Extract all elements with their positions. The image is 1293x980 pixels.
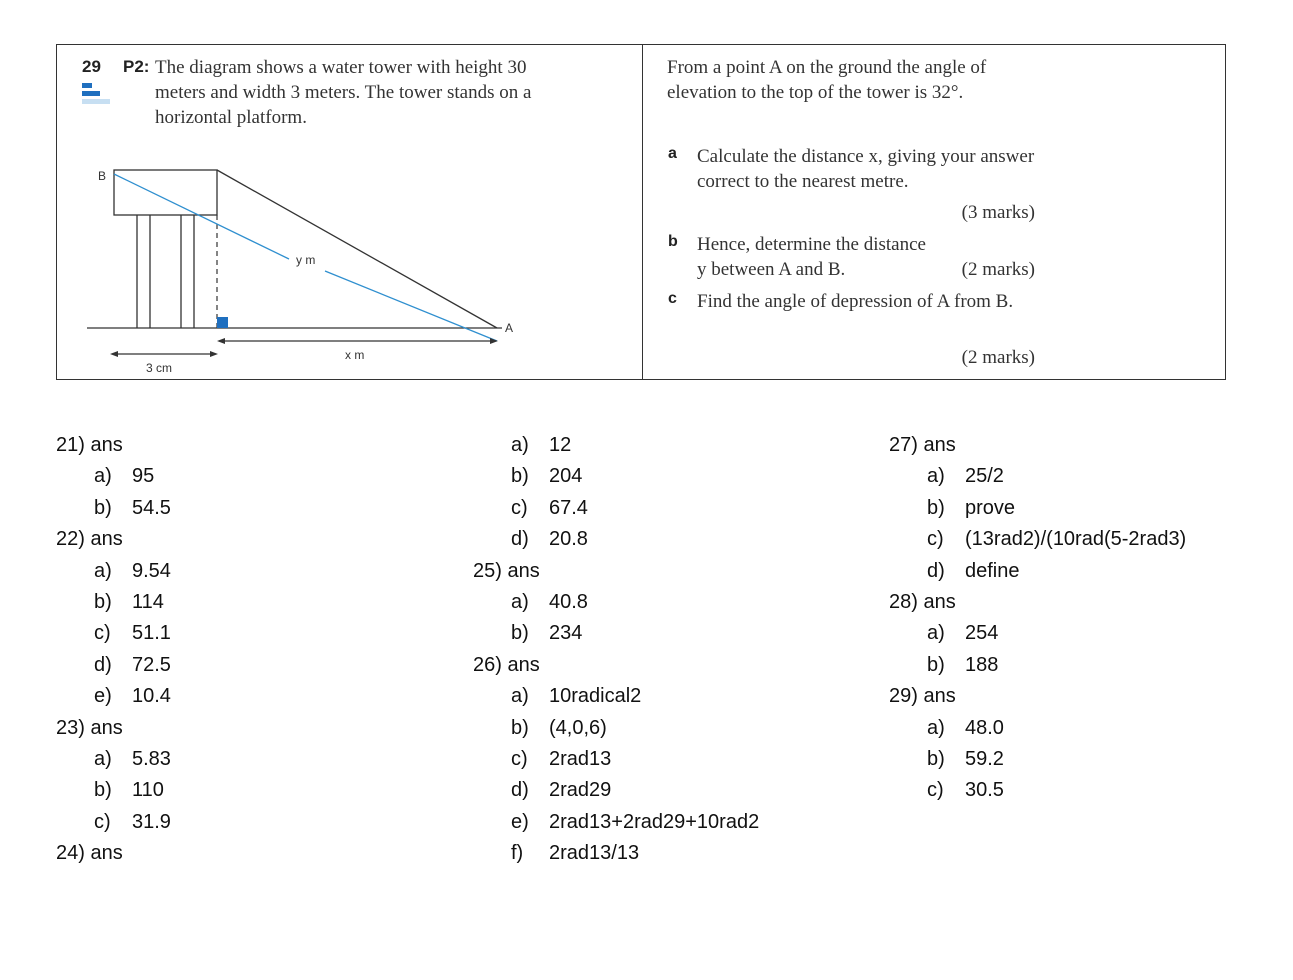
part-c-marks: (2 marks): [961, 347, 1035, 368]
answer-letter: a): [94, 465, 112, 488]
part-b-text: Hence, determine the distance y between A and B.: [697, 234, 926, 280]
answer-item: [889, 556, 1186, 587]
answer-value: prove: [965, 496, 1016, 519]
answer-value: 12: [549, 434, 572, 456]
answer-value: 31.9: [132, 810, 171, 833]
answer-heading: 24) ans: [56, 842, 123, 865]
answer-value: 72.5: [132, 653, 171, 676]
answer-value: 67.4: [549, 496, 588, 519]
answer-letter: c): [927, 779, 944, 802]
sight-line-ab: [114, 174, 289, 259]
answer-value: 10.4: [132, 685, 171, 708]
answer-letter: a): [511, 434, 529, 456]
answer-value: 110: [132, 779, 164, 802]
answer-letter: d): [94, 653, 112, 676]
answer-item: [889, 618, 1186, 649]
answer-letter: a): [927, 716, 945, 739]
answer-item: [473, 713, 759, 744]
answer-item: [56, 461, 171, 492]
answer-value: 30.5: [965, 779, 1004, 802]
label-a: A: [505, 321, 514, 335]
answer-item: [473, 618, 759, 649]
answer-value: 48.0: [965, 716, 1004, 739]
answer-letter: d): [927, 559, 945, 582]
answer-item: [56, 650, 171, 681]
answer-value: 51.1: [132, 622, 171, 645]
answer-letter: c): [511, 496, 528, 519]
answer-letter: a): [511, 685, 529, 708]
answer-item: [889, 524, 1186, 555]
answer-letter: a): [511, 590, 529, 613]
answer-value: 204: [549, 465, 583, 488]
answer-value: 54.5: [132, 496, 171, 519]
answer-value: 40.8: [549, 590, 588, 613]
answer-item: [473, 744, 759, 775]
answer-item: [473, 493, 759, 524]
answer-heading: 21) ans: [56, 434, 123, 456]
answer-letter: e): [511, 810, 529, 833]
answer-letter: c): [94, 810, 111, 833]
question-box: [56, 44, 1226, 380]
answer-letter: d): [511, 528, 529, 551]
answer-value: 10radical2: [549, 685, 642, 708]
answer-letter: a): [94, 559, 112, 582]
answer-item: [56, 587, 171, 618]
question-intro: The diagram shows a water tower with height 30 meters and width 3 meters. The tower stands on a horizontal platform.: [155, 57, 532, 128]
answer-item: [889, 744, 1186, 775]
answer-value: 2rad13/13: [549, 842, 640, 865]
answer-item: [473, 807, 759, 838]
answer-item: [473, 461, 759, 492]
part-b-letter: b: [668, 233, 678, 250]
answer-letter: b): [511, 622, 529, 645]
answer-heading: 22) ans: [56, 528, 123, 551]
answer-item: [56, 556, 171, 587]
answer-letter: b): [94, 779, 112, 802]
right-angle-marker: [217, 317, 228, 328]
answer-item: [56, 618, 171, 649]
answer-item: [56, 744, 171, 775]
column-divider: [642, 45, 643, 379]
answer-value: 254: [965, 622, 999, 645]
answer-value: define: [965, 559, 1020, 582]
answer-heading: 26) ans: [473, 653, 540, 676]
answer-value: 2rad29: [549, 779, 612, 802]
part-c-letter: c: [668, 290, 677, 307]
answer-value: 2rad13: [549, 747, 612, 770]
answer-item: [56, 493, 171, 524]
answer-letter: b): [927, 496, 945, 519]
answer-letter: b): [511, 465, 529, 488]
label-width: 3 cm: [146, 361, 173, 375]
part-c: [668, 289, 1037, 314]
answer-letter: c): [927, 528, 944, 551]
answer-letter: b): [94, 590, 112, 613]
answer-letter: a): [94, 747, 112, 770]
part-a-text: Calculate the distance x, giving your answer correct to the nearest metre.: [697, 146, 1035, 192]
answer-letter: c): [94, 622, 111, 645]
answer-value: 25/2: [965, 465, 1004, 488]
part-a-letter: a: [668, 145, 677, 162]
answer-letter: e): [94, 685, 112, 708]
question-context: From a point A on the ground the angle of elevation to the top of the tower is 32°.: [667, 57, 987, 103]
label-x: x m: [345, 348, 365, 362]
answer-letter: b): [927, 653, 945, 676]
answer-letter: a): [927, 465, 945, 488]
answer-value: 20.8: [549, 528, 588, 551]
answer-value: (4,0,6): [549, 716, 607, 739]
answer-item: [56, 775, 171, 806]
x-arrow-left: [217, 338, 225, 344]
label-b: B: [98, 169, 107, 183]
paper-tag: P2:: [123, 57, 150, 76]
sight-line-ab: [325, 271, 497, 341]
answer-item: [56, 807, 171, 838]
answer-heading: 27) ans: [889, 434, 956, 456]
answer-item: [473, 681, 759, 712]
answers-column-3: [889, 430, 1186, 807]
answer-item: [889, 650, 1186, 681]
answer-heading: 28) ans: [889, 590, 956, 613]
answer-value: 114: [132, 590, 164, 613]
answer-item: [473, 587, 759, 618]
hypotenuse: [217, 170, 497, 328]
answer-value: 95: [132, 465, 155, 488]
answer-item: [889, 775, 1186, 806]
answer-letter: b): [927, 747, 945, 770]
answer-item: [473, 838, 759, 869]
answer-item: [56, 681, 171, 712]
answer-letter: b): [511, 716, 529, 739]
answer-letter: b): [94, 496, 112, 519]
tower-top: [114, 170, 217, 215]
part-c-text: Find the angle of depression of A from B.: [697, 291, 1014, 312]
answer-value: 234: [549, 622, 583, 645]
answers-column-2: [473, 430, 759, 869]
answer-value: 2rad13+2rad29+10rad2: [549, 810, 760, 833]
part-b: [668, 232, 932, 282]
question-number: 29: [82, 57, 101, 76]
answers-column-1: [56, 430, 171, 869]
answer-item: [473, 430, 759, 461]
answer-item: [889, 461, 1186, 492]
answer-item: [889, 713, 1186, 744]
answer-heading: 23) ans: [56, 716, 123, 739]
answer-value: 5.83: [132, 747, 171, 770]
answer-item: [473, 775, 759, 806]
answer-value: 188: [965, 653, 999, 676]
answer-letter: a): [927, 622, 945, 645]
answer-item: [889, 493, 1186, 524]
answer-heading: 29) ans: [889, 685, 956, 708]
answer-value: 59.2: [965, 747, 1004, 770]
part-b-marks: (2 marks): [961, 259, 1035, 280]
water-tower-diagram: [57, 45, 642, 381]
part-a-marks: (3 marks): [961, 202, 1035, 223]
answer-letter: f): [511, 842, 524, 865]
answer-value: 9.54: [132, 559, 171, 582]
answer-value: (13rad2)/(10rad(5-2rad3): [965, 528, 1187, 551]
answer-item: [473, 524, 759, 555]
x-arrow-right: [490, 338, 498, 344]
answer-letter: c): [511, 747, 528, 770]
width-arrow-right: [210, 351, 218, 357]
answer-heading: 25) ans: [473, 559, 540, 582]
part-a: [668, 144, 1047, 194]
answer-letter: d): [511, 779, 529, 802]
label-y: y m: [296, 253, 316, 267]
width-arrow-left: [110, 351, 118, 357]
